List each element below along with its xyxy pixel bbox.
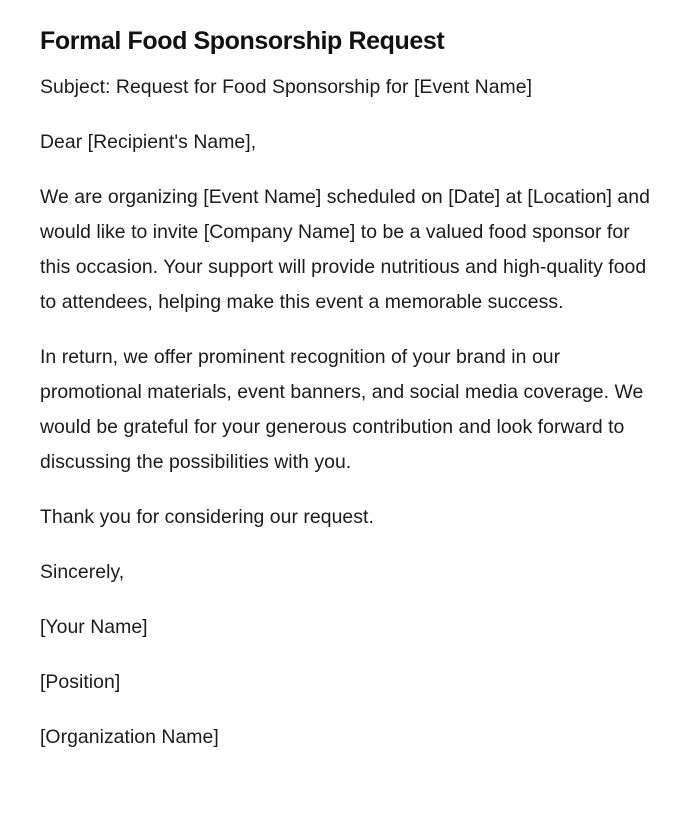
body-paragraph-thanks: Thank you for considering our request. — [40, 506, 374, 528]
closing: Sincerely, — [40, 561, 125, 583]
salutation: Dear [Recipient's Name], — [40, 131, 257, 153]
signature-name: [Your Name] — [40, 616, 148, 638]
subject-line: Subject: Request for Food Sponsorship for [Event Name] — [40, 76, 533, 98]
signature-organization: [Organization Name] — [40, 726, 219, 748]
body-paragraph-invitation: We are organizing [Event Name] scheduled on [Date] at [Location] and would like to invite [Company Name] to be a valued food sponsor for this occasion. Your support will provide nutritious and high-quality food to attendees, helping make this event a memorable success. — [40, 186, 650, 313]
body-paragraph-benefits: In return, we offer prominent recognition of your brand in our promotional materials, event banners, and social media coverage. We would be grateful for your generous contribution and look forward to discussing the possibilities with you. — [40, 346, 644, 473]
signature-position: [Position] — [40, 671, 121, 693]
document-title: Formal Food Sponsorship Request — [40, 27, 445, 55]
